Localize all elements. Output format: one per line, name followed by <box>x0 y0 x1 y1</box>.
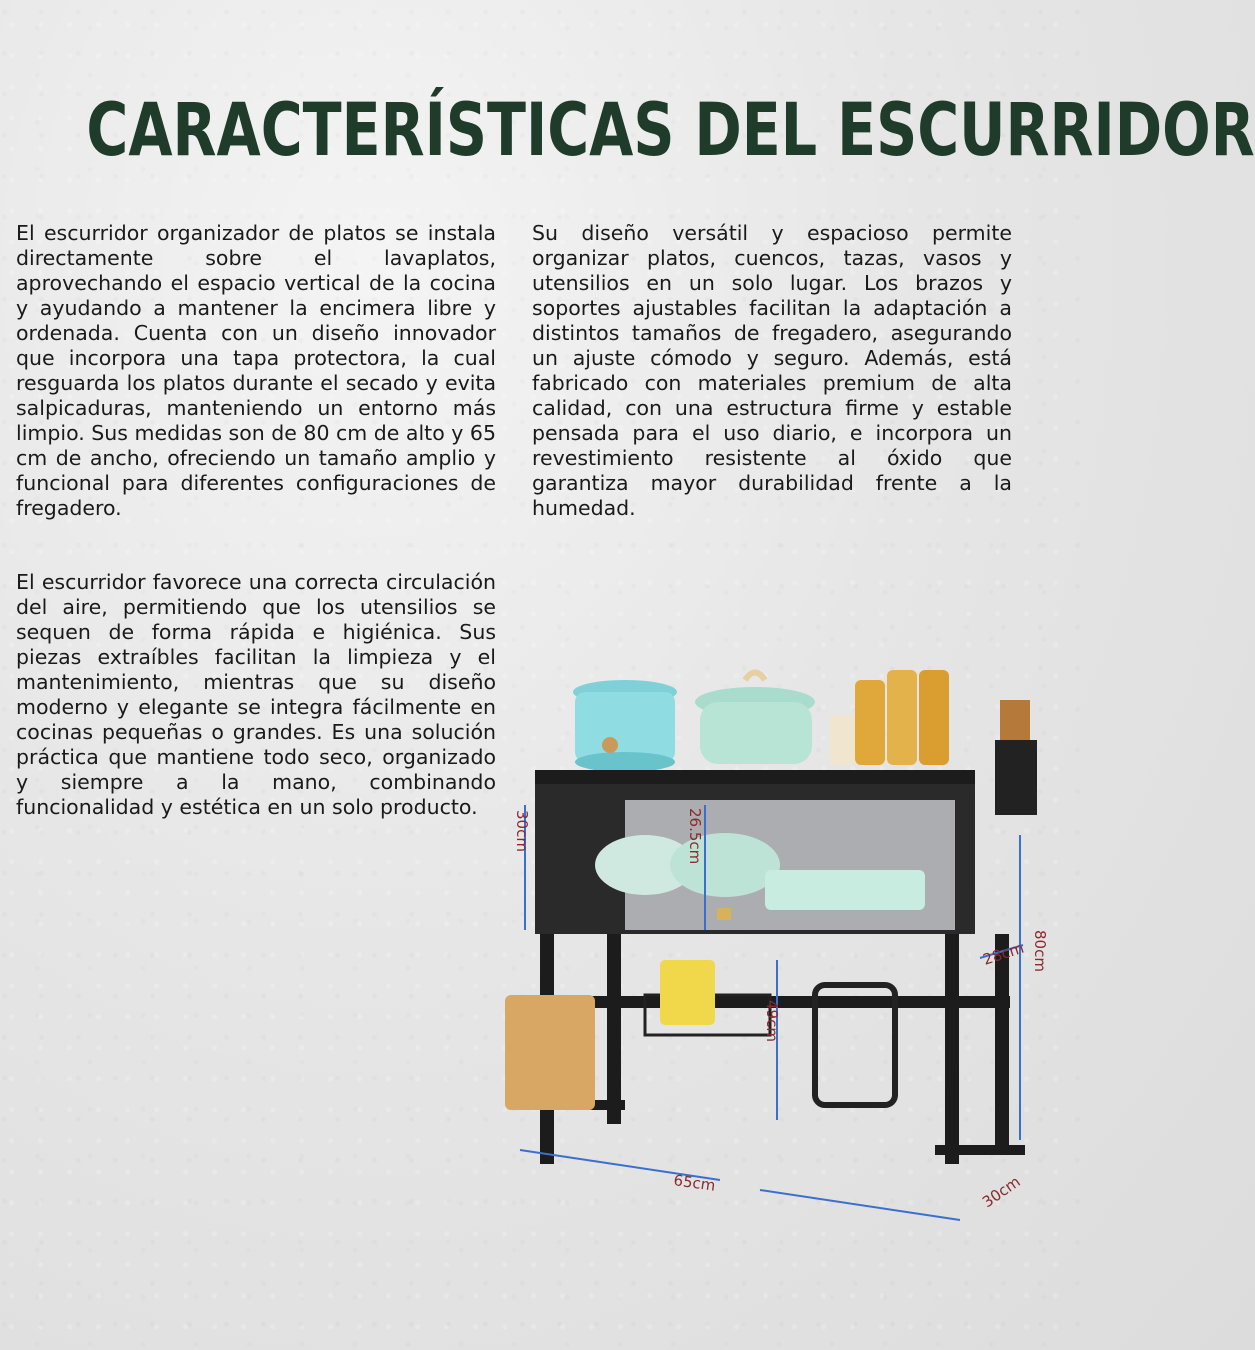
dish-rack-illustration <box>495 640 1065 1240</box>
cover-handle <box>717 908 731 920</box>
dim-side-depth: 28cm <box>980 938 1027 969</box>
dim-width: 65cm <box>672 1171 717 1195</box>
top-shelf <box>535 770 975 784</box>
oil-bottles <box>830 670 949 765</box>
paragraph-installation: El escurridor organizador de platos se instala directamente sobre el lavaplatos, aprovechando el espacio vertical de la cocina y ayudando a mantener la encimera libre y ordenada. Cuenta con un diseño innovador que incorpora una tapa protectora, la cual resguarda los platos durante el secado y evita salpicaduras, manteniendo un entorno más limpio. Sus medidas son de 80 cm de alto y 65 cm de ancho, ofreciendo un tamaño amplio y funcional para diferentes configuraciones de fregadero. <box>16 221 497 520</box>
detergent-bottle <box>660 960 715 1025</box>
dim-upper-height: 30cm <box>513 810 531 852</box>
paragraph-airflow: El escurridor favorece una correcta circulación del aire, permitiendo que los utensilios se sequen de forma rápida e higiénica. Sus piezas extraíbles facilitan la limpieza y el mantenimiento, mientras que su diseño moderno y elegante se integra fácilmente en cocinas pequeñas o grandes. Es una solución práctica que mantiene todo seco, organizado y siempre a la mano, combinando funcionalidad y estética en un solo producto. <box>16 570 496 819</box>
cutting-board <box>505 995 595 1110</box>
dim-depth: 30cm <box>978 1172 1024 1212</box>
pots <box>573 673 815 773</box>
page-title: CARACTERÍSTICAS DEL ESCURRIDOR <box>86 88 1255 174</box>
dim-inner-height: 26.5cm <box>686 808 704 865</box>
rack-frame <box>525 934 1025 1164</box>
paragraph-design: Su diseño versátil y espacioso permite organizar platos, cuencos, tazas, vasos y utensilios en un solo lugar. Los brazos y soportes ajustables facilitan la adaptación a distintos tamaños de fregadero, asegurando un ajuste cómodo y seguro. Además, está fabricado con materiales premium de alta calidad, con una estructura firme y estable pensada para el uso diario, e incorpora un revestimiento resistente al óxido que garantiza mayor durabilidad frente a la humedad. <box>532 221 1012 520</box>
utensil-holder <box>995 740 1037 815</box>
dim-total-height: 80cm <box>1031 930 1049 972</box>
dim-lower-height: 49cm <box>763 1000 781 1042</box>
